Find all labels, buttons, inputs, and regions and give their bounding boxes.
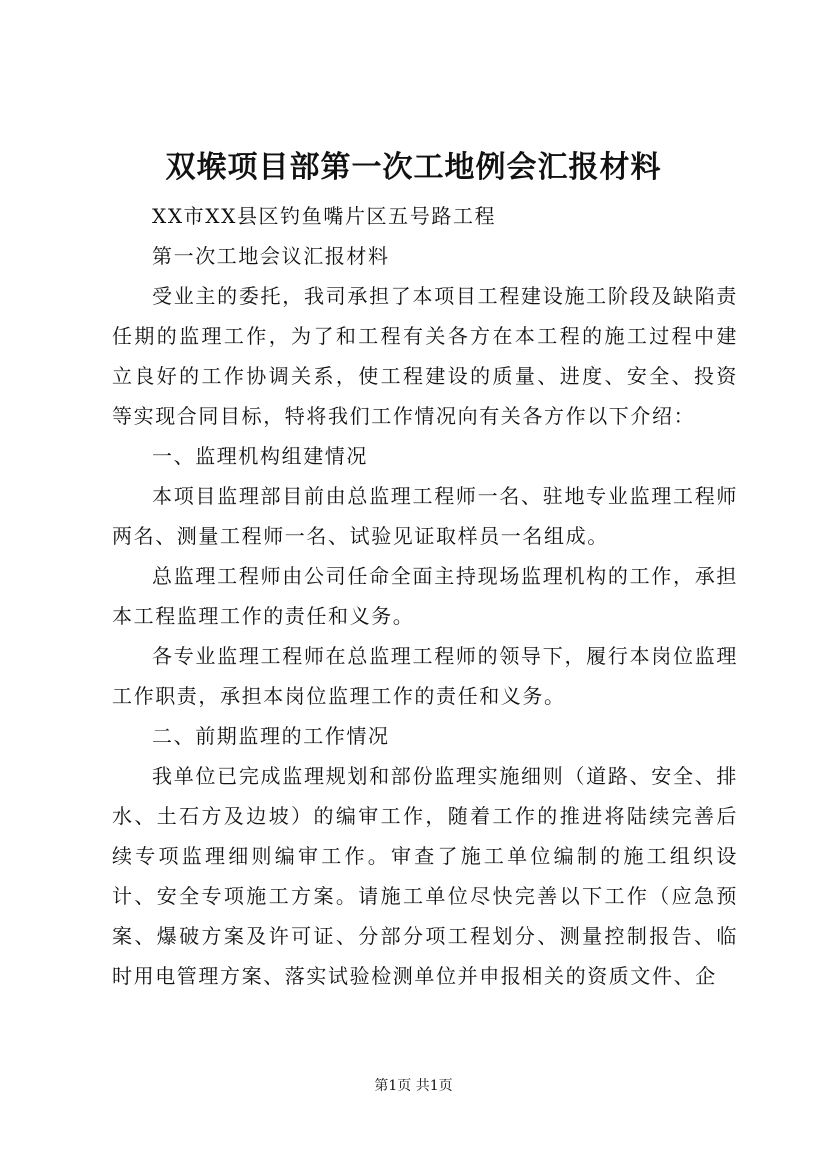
document-title: 双堠项目部第一次工地例会汇报材料	[165, 150, 662, 185]
paragraph-chief-engineer: 总监理工程师由公司任命全面主持现场监理机构的工作，承担本工程监理工作的责任和义务。	[112, 564, 738, 628]
intro-paragraph: 受业主的委托，我司承担了本项目工程建设施工阶段及缺陷责任期的监理工作，为了和工程有关各方在本工程的施工过程中建立良好的工作协调关系，使工程建设的质量、进度、安全、投资等实现合同目标，特将我们工作情况向有关各方作以下介绍：	[112, 284, 738, 428]
document-body	[112, 196, 738, 996]
report-subtitle-line: 第一次工地会议汇报材料	[152, 244, 390, 268]
section-heading-2: 二、前期监理的工作情况	[152, 724, 390, 748]
paragraph-staffing: 本项目监理部目前由总监理工程师一名、驻地专业监理工程师两名、测量工程师一名、试验见证取样员一名组成。	[112, 484, 738, 548]
paragraph-specialist-engineers: 各专业监理工程师在总监理工程师的领导下，履行本岗位监理工作职责，承担本岗位监理工作的责任和义务。	[112, 644, 738, 708]
section-heading-1: 一、监理机构组建情况	[152, 444, 368, 468]
project-name-line: XX市XX县区钓鱼嘴片区五号路工程	[152, 204, 497, 228]
page-footer: 第1页 共1页	[374, 1078, 453, 1094]
paragraph-preliminary-work: 我单位已完成监理规划和部份监理实施细则（道路、安全、排水、土石方及边坡）的编审工作，随着工作的推进将陆续完善后续专项监理细则编审工作。审查了施工单位编制的施工组织设计、安全专项施工方案。请施工单位尽快完善以下工作（应急预案、爆破方案及许可证、分部分项工程划分、测量控制报告、临时用电管理方案、落实试验检测单位并申报相关的资质文件、企	[112, 764, 738, 988]
